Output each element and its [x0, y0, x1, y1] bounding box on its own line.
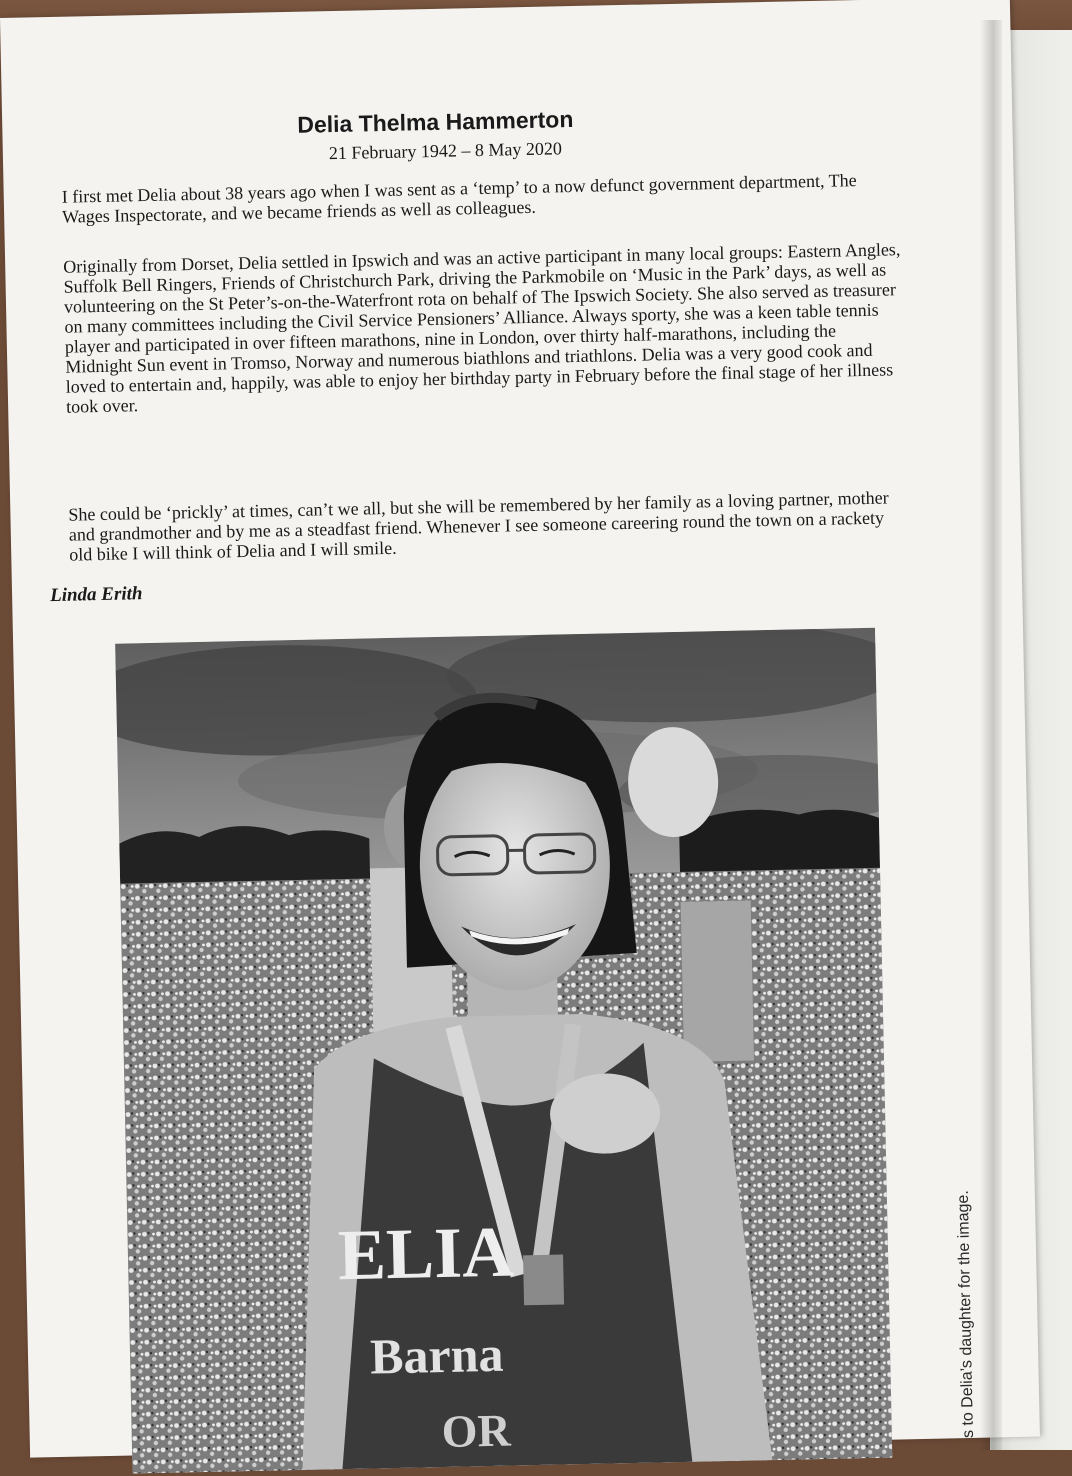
vest-name-text: ELIA [337, 1212, 515, 1296]
book-gutter-shadow [980, 20, 1002, 1450]
vest-bottom-text: OR [441, 1405, 512, 1457]
obituary-title: Delia Thelma Hammerton [297, 106, 574, 139]
paragraph-intro: I first met Delia about 38 years ago when I was sent as a ‘temp’ to a now defunct government department, The Wages Inspectorate, and we became friends as well as colleagues. [62, 169, 903, 227]
author-signature: Linda Erith [50, 583, 143, 607]
vest-sponsor-text: Barna [370, 1326, 505, 1385]
image-credit: s to Delia’s daughter for the image. [955, 1190, 978, 1438]
portrait-photo [115, 628, 892, 1474]
life-dates: 21 February 1942 – 8 May 2020 [329, 138, 562, 164]
paragraph-biography: Originally from Dorset, Delia settled in Ipswich and was an active participant in many local groups: Eastern Angles, Suffolk Bell Ringers, Friends of Christchurch Park, driving the Parkmobile on ‘Music in the Park’ days, as well as volunteering on the St Peter’s-on-the-Waterfront rota on behalf of The Ipswich Society. She also served as treasurer on many committees including the Civil Service Pensioners’ Alliance. Always sporty, she was a keen table tennis player and participated in over fifteen marathons, nine in London, over thirty half-marathons, including the Midnight Sun event in Tromso, Norway and numerous biathlons and triathlons. Delia was a very good cook and loved to entertain and, happily, was able to enjoy her birthday party in February before the final stage of her illness took over. [63, 239, 906, 417]
paragraph-remembrance: She could be ‘prickly’ at times, can’t we all, but she will be remembered by her family as a loving partner, mother and grandmother and by me as a steadfast friend. Whenever I see someone careering round the town on a rackety old bike I will think of Delia and I will smile. [68, 487, 909, 565]
portrait-illustration [115, 628, 892, 1474]
